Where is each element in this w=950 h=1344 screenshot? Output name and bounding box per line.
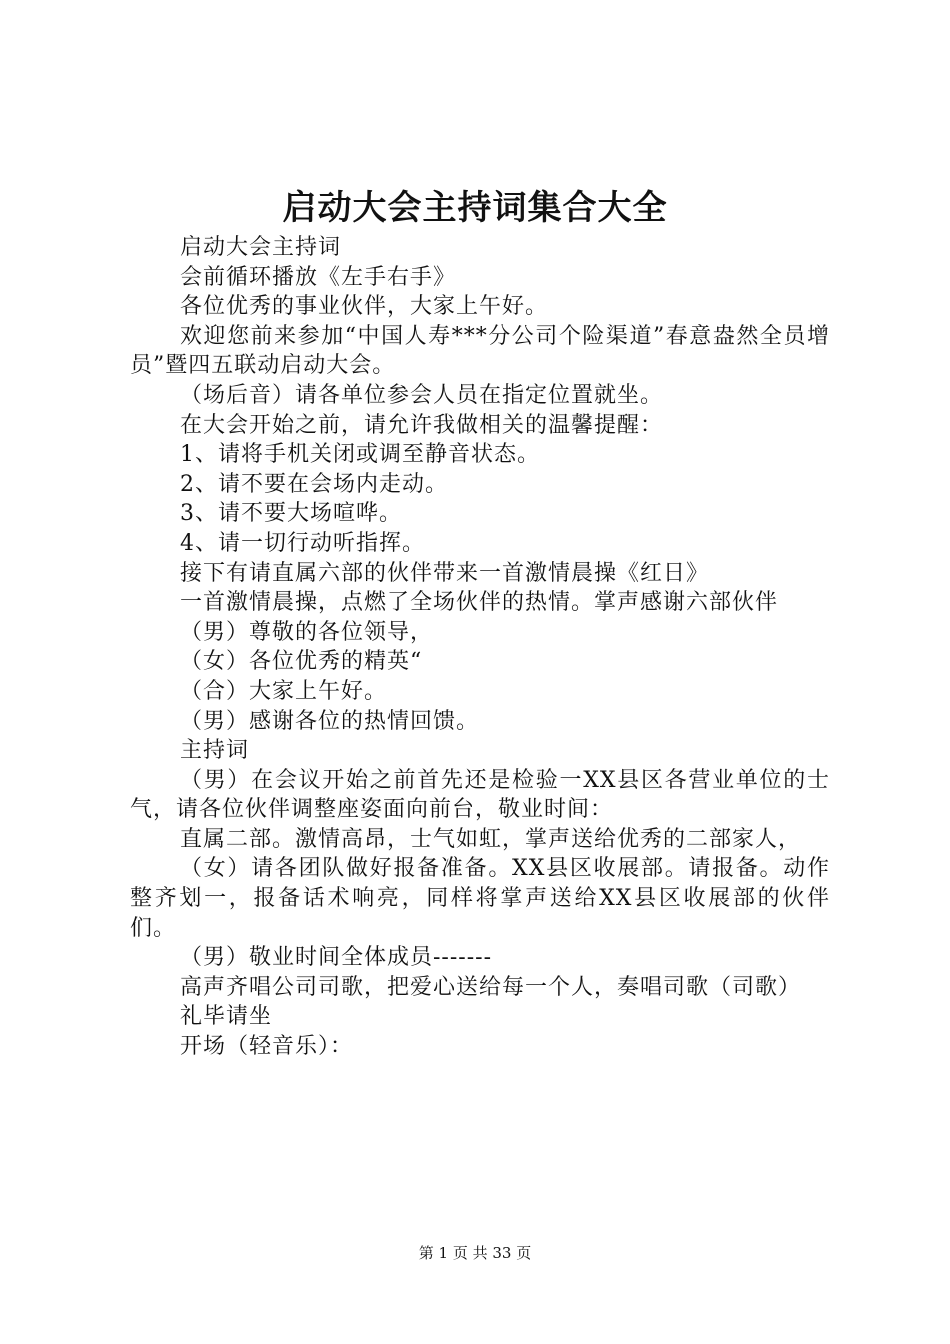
paragraph: 1、请将手机关闭或调至静音状态。 [180, 442, 540, 468]
paragraph: 启动大会主持词 [180, 235, 342, 260]
paragraph: （合）大家上午好。 [180, 678, 388, 704]
paragraph: 3、请不要大场喧哗。 [180, 501, 402, 527]
paragraph: 在大会开始之前，请允许我做相关的温馨提醒： [180, 412, 664, 438]
paragraph: 开场（轻音乐）： [180, 1034, 354, 1060]
page-number-label: 第 1 页 共 33 页 [418, 1244, 532, 1262]
page-footer [0, 1243, 950, 1263]
paragraph: （男）在会议开始之前首先还是检验一XX县区各营业单位的士气，请各位伙伴调整座姿面向前台，敬业时间： [130, 767, 830, 823]
paragraph: 高声齐唱公司司歌，把爱心送给每一个人，奏唱司歌（司歌） [180, 974, 802, 1000]
paragraph: 一首激情晨操，点燃了全场伙伴的热情。掌声感谢六部伙伴 [180, 590, 779, 616]
paragraph: （男）敬业时间全体成员------- [180, 945, 493, 971]
paragraph: 2、请不要在会场内走动。 [180, 471, 448, 497]
paragraph: （男）尊敬的各位领导， [180, 619, 434, 645]
paragraph: （女）各位优秀的精英“ [180, 649, 423, 675]
paragraph: 主持词 [180, 738, 250, 764]
paragraph: 直属二部。激情高昂，士气如虹，掌声送给优秀的二部家人， [180, 826, 802, 852]
paragraph: （女）请各团队做好报备准备。XX县区收展部。请报备。动作整齐划一，报备话术响亮，同样将掌声送给XX县区收展部的伙伴们。 [130, 856, 830, 941]
paragraph: 欢迎您前来参加“中国人寿***分公司个险渠道”春意盎然全员增员”暨四五联动启动大会。 [130, 323, 830, 379]
document-body [130, 233, 830, 1062]
paragraph: 礼毕请坐 [180, 1004, 273, 1030]
paragraph: 会前循环播放《左手右手》 [180, 264, 457, 290]
paragraph: 接下有请直属六部的伙伴带来一首激情晨操《红日》 [180, 560, 710, 586]
paragraph: 4、请一切行动听指挥。 [180, 530, 425, 556]
paragraph: 各位优秀的事业伙伴，大家上午好。 [180, 294, 549, 320]
document-title: 启动大会主持词集合大全 [282, 188, 668, 228]
paragraph: （男）感谢各位的热情回馈。 [180, 708, 480, 734]
paragraph: （场后音）请各单位参会人员在指定位置就坐。 [180, 382, 664, 408]
